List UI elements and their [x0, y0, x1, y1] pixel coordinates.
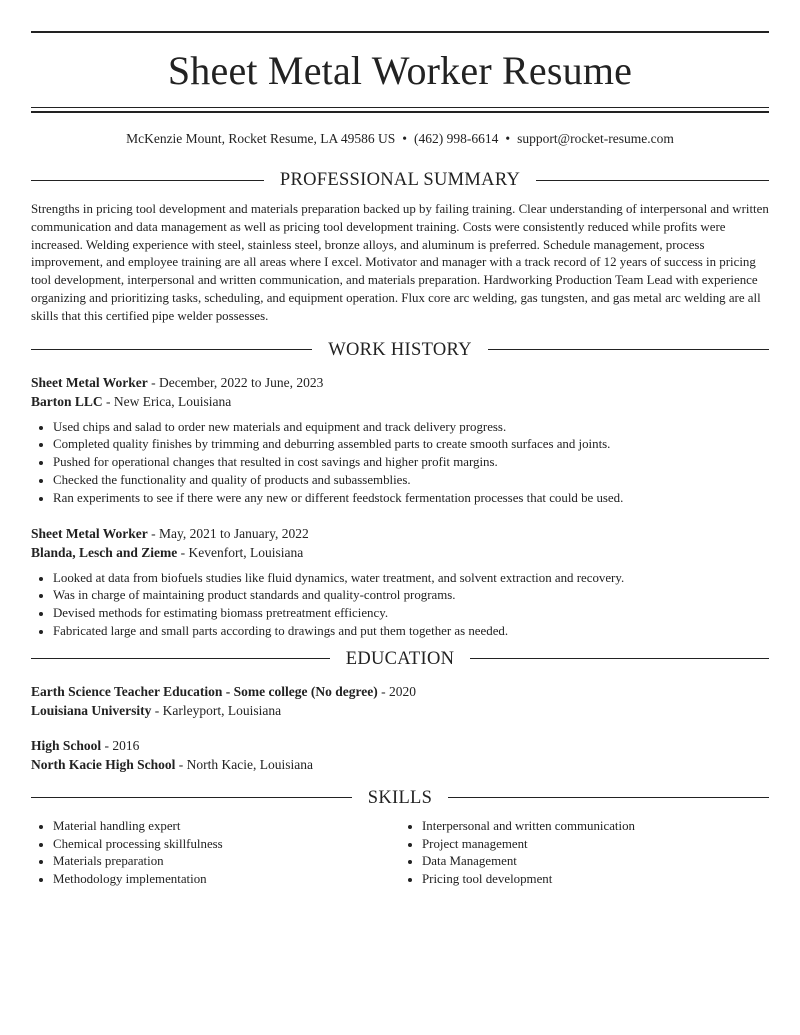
- section-rule-left: [31, 349, 312, 350]
- degree: Earth Science Teacher Education - Some college (No degree): [31, 683, 378, 699]
- job-title-line: [31, 524, 769, 543]
- top-rule: [31, 31, 769, 33]
- section-rule-left: [31, 180, 264, 181]
- bullet-item: • Pushed for operational changes that resulted in cost savings and higher profit margins.: [53, 454, 769, 472]
- contact-separator: •: [505, 131, 511, 146]
- skill-item: • Materials preparation: [53, 853, 400, 871]
- summary-section-header: [31, 168, 769, 192]
- job-bullets: [31, 419, 769, 508]
- resume-page: [31, 0, 769, 889]
- skill-item: • Data Management: [422, 853, 769, 871]
- contact-line: [31, 130, 769, 148]
- summary-text: Strengths in pricing tool development and materials preparation backed up by failing training. Clear understanding of interpersonal and written communication and data management as well as pricing tool development training. Costs were consistently reduced while profits were increased. Welding experience with steel, stainless steel, bronze alloys, and aluminum is preferred. Schedule management, process improvement, and employee training are all areas where I excel. Motivator and manager with a track record of 12 years of success in pricing tool development, interpersonal and written communication, and materials preparation. Hardworking Production Team Lead with experience organizing and prioritizing tasks, scheduling, and equipment operation. Flux core arc welding, gas tungsten, and gas metal arc welding are all skills that this certified pipe welder possesses.: [31, 202, 769, 323]
- contact-phone: (462) 998-6614: [414, 131, 499, 146]
- job-company: Blanda, Lesch and Zieme: [31, 544, 178, 560]
- job-title: Sheet Metal Worker: [31, 374, 148, 390]
- bullet-item: • Completed quality finishes by trimming and deburring assembled parts to create smooth surfaces and joints.: [53, 436, 769, 454]
- job-entry: [31, 524, 769, 641]
- skill-item: • Chemical processing skillfulness: [53, 836, 400, 854]
- work-heading: WORK HISTORY: [328, 339, 472, 360]
- job-dates: - May, 2021 to January, 2022: [147, 525, 309, 541]
- bullet-item: • Ran experiments to see if there were any new or different feedstock fermentation processes that could be used.: [53, 490, 769, 508]
- page-title: Sheet Metal Worker Resume: [167, 48, 633, 93]
- job-entry: [31, 373, 769, 508]
- degree-line: [31, 682, 769, 701]
- work-section-header: [31, 338, 769, 362]
- school-location: - North Kacie, Louisiana: [175, 756, 313, 772]
- bullet-item: • Was in charge of maintaining product standards and quality-control programs.: [53, 587, 769, 605]
- school-location: - Karleyport, Louisiana: [151, 702, 282, 718]
- skill-item: • Interpersonal and written communication: [422, 818, 769, 836]
- job-location: - Kevenfort, Louisiana: [177, 544, 304, 560]
- bullet-item: • Looked at data from biofuels studies like fluid dynamics, water treatment, and solvent extraction and recovery.: [53, 570, 769, 588]
- school: North Kacie High School: [31, 756, 176, 772]
- section-rule-left: [31, 797, 352, 798]
- bullet-item: • Devised methods for estimating biomass pretreatment efficiency.: [53, 605, 769, 623]
- education-entry: [31, 682, 769, 720]
- school-line: [31, 701, 769, 720]
- job-title: Sheet Metal Worker: [31, 525, 148, 541]
- job-bullets: [31, 570, 769, 641]
- education-entry: [31, 736, 769, 774]
- skill-item: • Methodology implementation: [53, 871, 400, 889]
- skill-item: • Project management: [422, 836, 769, 854]
- degree-year: - 2020: [377, 683, 416, 699]
- skill-item: • Pricing tool development: [422, 871, 769, 889]
- title-double-rule: [31, 107, 769, 113]
- bullet-item: • Checked the functionality and quality of products and subassemblies.: [53, 472, 769, 490]
- skills-left-list: [31, 818, 400, 889]
- section-rule-right: [488, 349, 769, 350]
- skills-columns: [31, 818, 769, 889]
- contact-address: McKenzie Mount, Rocket Resume, LA 49586 US: [126, 131, 396, 146]
- degree: High School: [31, 737, 102, 753]
- job-title-line: [31, 373, 769, 392]
- contact-separator: •: [402, 131, 408, 146]
- school: Louisiana University: [31, 702, 152, 718]
- bullet-item: • Used chips and salad to order new materials and equipment and track delivery progress.: [53, 419, 769, 437]
- degree-line: [31, 736, 769, 755]
- skill-item: • Material handling expert: [53, 818, 400, 836]
- degree-year: - 2016: [101, 737, 140, 753]
- skills-section-header: [31, 786, 769, 810]
- education-heading: EDUCATION: [345, 648, 455, 669]
- skills-heading: SKILLS: [367, 787, 433, 808]
- job-company-line: [31, 543, 769, 562]
- section-rule-right: [448, 797, 769, 798]
- school-line: [31, 755, 769, 774]
- section-rule-left: [31, 658, 330, 659]
- education-section-header: [31, 647, 769, 671]
- bullet-item: • Fabricated large and small parts according to drawings and put them together as needed.: [53, 623, 769, 641]
- section-rule-right: [470, 658, 769, 659]
- contact-email: support@rocket-resume.com: [517, 131, 674, 146]
- job-dates: - December, 2022 to June, 2023: [147, 374, 324, 390]
- section-rule-right: [536, 180, 769, 181]
- summary-heading: PROFESSIONAL SUMMARY: [279, 170, 521, 190]
- job-location: - New Erica, Louisiana: [102, 393, 232, 409]
- skills-right-list: [400, 818, 769, 889]
- job-company: Barton LLC: [31, 393, 103, 409]
- job-company-line: [31, 392, 769, 411]
